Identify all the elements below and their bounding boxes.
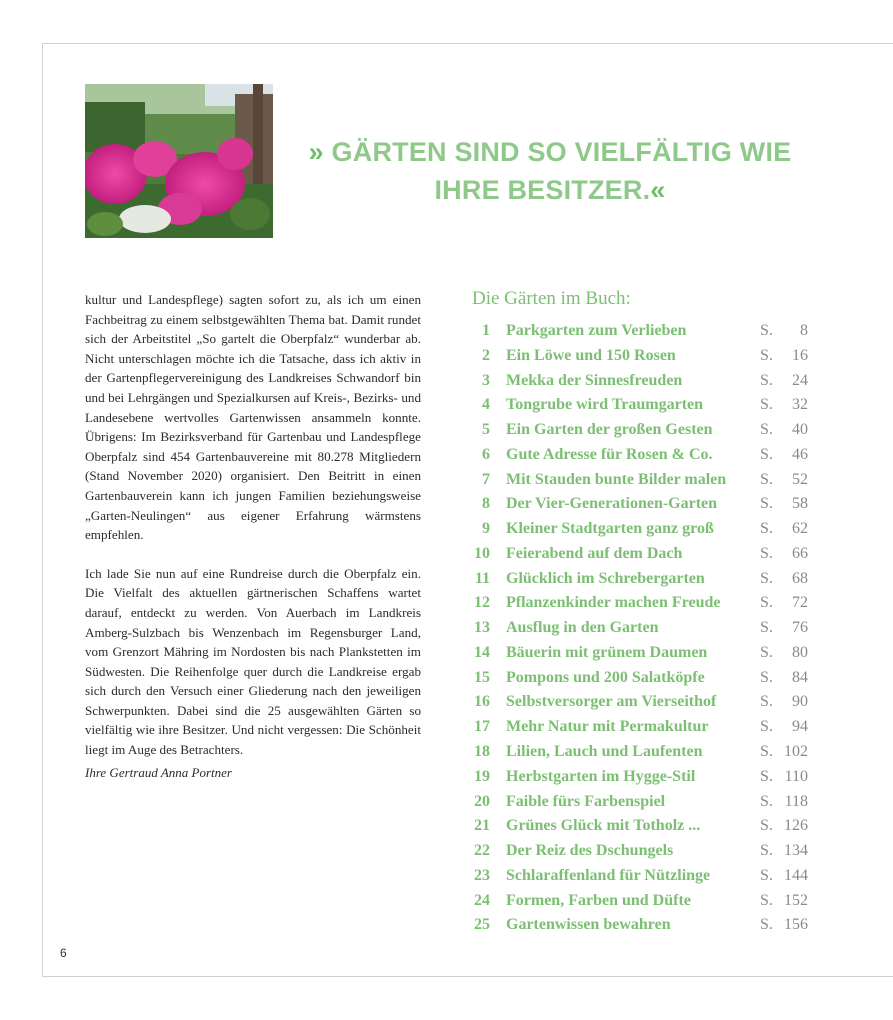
toc-heading: Die Gärten im Buch:: [472, 288, 631, 309]
toc-row-page: 94: [792, 718, 808, 736]
garden-photo: [85, 84, 273, 238]
toc-row-number: 21: [474, 817, 490, 835]
toc-row-title: Ein Garten der großen Gesten: [506, 421, 713, 439]
toc-row: [470, 446, 810, 471]
quote-text-1: GÄRTEN SIND SO VIELFÄLTIG WIE: [331, 137, 792, 167]
toc-row: [470, 594, 810, 619]
toc-row-number: 19: [474, 767, 490, 785]
table-of-contents: [470, 322, 810, 941]
toc-row: [470, 396, 810, 421]
toc-row-page-prefix: S.: [760, 842, 773, 860]
toc-row: [470, 347, 810, 372]
toc-row-page: 58: [792, 495, 808, 513]
toc-row-title: Selbstversorger am Vierseithof: [506, 693, 717, 711]
toc-row-number: 20: [474, 792, 490, 810]
toc-row-number: 2: [482, 346, 490, 364]
toc-row: [470, 718, 810, 743]
toc-row-number: 15: [474, 668, 490, 686]
toc-row-title: Grünes Glück mit Totholz ...: [506, 817, 701, 835]
toc-row-page: 152: [784, 891, 808, 909]
toc-row: [470, 916, 810, 941]
toc-row-page: 62: [792, 520, 808, 538]
toc-row: [470, 421, 810, 446]
toc-row-page: 134: [784, 842, 808, 860]
toc-row-title: Gartenwissen bewahren: [506, 916, 671, 934]
toc-row-page-prefix: S.: [760, 643, 773, 661]
toc-row-page: 76: [792, 619, 808, 637]
toc-row-page-prefix: S.: [760, 792, 773, 810]
toc-row-page-prefix: S.: [760, 495, 773, 513]
toc-row-page-prefix: S.: [760, 718, 773, 736]
toc-row-page: 102: [784, 743, 808, 761]
toc-row-page-prefix: S.: [760, 470, 773, 488]
toc-row-title: Mekka der Sinnesfreuden: [506, 371, 683, 389]
toc-row: [470, 842, 810, 867]
body-paragraph-1: kultur und Landespflege) sagten sofort zu, als ich um einen Fachbeitrag zu einem selbstgewählten Thema bat. Damit rundet sich der Arbeitstitel „So gartelt die Oberpfalz“ wunderbar ab. Nicht unterschlagen möchte ich die Tatsache, dass ich aktiv in der Gartenpflegervereinigung des Landkreises Schwandorf bin und bei Lehrgängen und Spezialkursen auf Kreis-, Bezirks- und Landesebene wertvolles Gartenwissen ansammeln konnte. Übrigens: Im Bezirksverband für Gartenbau und Landespflege Oberpfalz sind 454 Gartenbauvereine mit 80.278 Mitgliedern (Stand November 2020) organisiert. Den Beitritt in einen Gartenbauverein kann ich jungen Familien beziehungsweise „Garten-Neulingen“ aus eigener Erfahrung wärmstens empfehlen.: [85, 292, 421, 543]
toc-row-title: Feierabend auf dem Dach: [506, 544, 683, 562]
toc-row-page: 32: [792, 396, 808, 414]
toc-row-title: Mit Stauden bunte Bilder malen: [506, 470, 727, 488]
toc-row-number: 16: [474, 693, 490, 711]
toc-row: [470, 817, 810, 842]
toc-row-page-prefix: S.: [760, 668, 773, 686]
toc-row-title: Formen, Farben und Düfte: [506, 891, 691, 909]
toc-row-number: 13: [474, 619, 490, 637]
toc-row-page: 156: [784, 916, 808, 934]
toc-row-number: 25: [474, 916, 490, 934]
toc-row-page: 110: [784, 767, 808, 785]
toc-row: [470, 372, 810, 397]
toc-row-number: 24: [474, 891, 490, 909]
toc-row-title: Gute Adresse für Rosen & Co.: [506, 445, 713, 463]
toc-row-title: Parkgarten zum Verlieben: [506, 322, 687, 339]
toc-row-title: Pflanzenkinder machen Freude: [506, 594, 721, 612]
toc-row-page: 126: [784, 817, 808, 835]
toc-row-number: 22: [474, 842, 490, 860]
toc-row-title: Herbstgarten im Hygge-Stil: [506, 767, 696, 785]
toc-row-title: Ein Löwe und 150 Rosen: [506, 346, 676, 364]
toc-row-page: 118: [784, 792, 808, 810]
pull-quote-line-2: [300, 171, 800, 209]
toc-row-page-prefix: S.: [760, 743, 773, 761]
toc-row-number: 9: [482, 520, 490, 538]
body-text: [85, 290, 421, 760]
toc-row: [470, 693, 810, 718]
quote-text-2: IHRE BESITZER.: [434, 175, 651, 205]
toc-row: [470, 669, 810, 694]
toc-row-page-prefix: S.: [760, 619, 773, 637]
toc-row-page-prefix: S.: [760, 569, 773, 587]
toc-row-page-prefix: S.: [760, 346, 773, 364]
toc-row: [470, 322, 810, 347]
toc-row-number: 12: [474, 594, 490, 612]
toc-row-page-prefix: S.: [760, 396, 773, 414]
toc-row-page: 16: [792, 346, 808, 364]
body-paragraph-2: Ich lade Sie nun auf eine Rundreise durch die Oberpfalz ein. Die Vielfalt des aktuellen gärtnerischen Schaffens wartet darauf, entdeckt zu werden. Von Auerbach im Landkreis Amberg-Sulzbach bis Wenzenbach im Regensburger Land, vom Grenzort Mähring im Nordosten bis nach Plankstetten im Südwesten. Die Reihenfolge quer durch die Landkreise ergab sich durch den Versuch einer Gliederung nach den jeweiligen Schwerpunkten. Dabei sind die 25 ausgewählten Gärten so vielfältig wie ihre Besitzer. Und nicht vergessen: Die Schönheit liegt im Auge des Betrachters.: [85, 565, 421, 758]
toc-row-page: 84: [792, 668, 808, 686]
toc-row-page: 24: [792, 371, 808, 389]
toc-row-number: 5: [482, 421, 490, 439]
toc-row-number: 6: [482, 445, 490, 463]
toc-row-page: 72: [792, 594, 808, 612]
toc-row-number: 23: [474, 866, 490, 884]
toc-row-title: Der Reiz des Dschungels: [506, 842, 674, 860]
toc-row: [470, 768, 810, 793]
toc-row-page-prefix: S.: [760, 817, 773, 835]
toc-row-title: Faible fürs Farbenspiel: [506, 792, 666, 810]
toc-row-title: Kleiner Stadtgarten ganz groß: [506, 520, 714, 538]
toc-row-title: Mehr Natur mit Permakultur: [506, 718, 709, 736]
toc-row: [470, 743, 810, 768]
toc-row-number: 8: [482, 495, 490, 513]
toc-row-page: 80: [792, 643, 808, 661]
toc-row-page: 66: [792, 544, 808, 562]
toc-row: [470, 471, 810, 496]
toc-row-title: Der Vier-Generationen-Garten: [506, 495, 718, 513]
toc-row-page-prefix: S.: [760, 767, 773, 785]
toc-row-page-prefix: S.: [760, 445, 773, 463]
toc-row-number: 3: [482, 371, 490, 389]
toc-row-page-prefix: S.: [760, 693, 773, 711]
toc-row: [470, 892, 810, 917]
toc-row-number: 4: [482, 396, 490, 414]
toc-row-title: Bäuerin mit grünem Daumen: [506, 643, 708, 661]
signature: Ihre Gertraud Anna Portner: [85, 765, 232, 780]
toc-row: [470, 619, 810, 644]
toc-row-title: Tongrube wird Traumgarten: [506, 396, 704, 414]
toc-row-page-prefix: S.: [760, 322, 773, 339]
toc-row-page-prefix: S.: [760, 520, 773, 538]
toc-row: [470, 867, 810, 892]
toc-row-page-prefix: S.: [760, 544, 773, 562]
toc-row-number: 11: [474, 569, 490, 587]
toc-row-number: 7: [482, 470, 490, 488]
toc-row: [470, 644, 810, 669]
toc-row-number: 1: [482, 322, 490, 339]
page-number: 6: [60, 946, 67, 960]
toc-row: [470, 545, 810, 570]
toc-row-page: 40: [792, 421, 808, 439]
toc-row-number: 18: [474, 743, 490, 761]
toc-row-page-prefix: S.: [760, 421, 773, 439]
toc-row: [470, 793, 810, 818]
toc-row-page: 8: [800, 322, 808, 339]
toc-row-page: 68: [792, 569, 808, 587]
toc-row-title: Glücklich im Schrebergarten: [506, 569, 705, 587]
toc-row-title: Schlaraffenland für Nützlinge: [506, 866, 711, 884]
toc-row-page-prefix: S.: [760, 371, 773, 389]
quote-open-mark: »: [308, 137, 324, 167]
toc-row-page-prefix: S.: [760, 866, 773, 884]
toc-row-title: Pompons und 200 Salatköpfe: [506, 668, 705, 686]
toc-row-page-prefix: S.: [760, 594, 773, 612]
toc-row-number: 17: [474, 718, 490, 736]
toc-row-number: 10: [474, 544, 490, 562]
garden-photo-image: [85, 84, 273, 238]
toc-row-title: Lilien, Lauch und Laufenten: [506, 743, 703, 761]
toc-row-number: 14: [474, 643, 490, 661]
toc-row: [470, 495, 810, 520]
toc-row-page: 52: [792, 470, 808, 488]
toc-row-page: 90: [792, 693, 808, 711]
toc-row: [470, 570, 810, 595]
toc-row-page: 46: [792, 445, 808, 463]
toc-row: [470, 520, 810, 545]
toc-row-page-prefix: S.: [760, 891, 773, 909]
toc-row-page-prefix: S.: [760, 916, 773, 934]
quote-close-mark: «: [650, 175, 666, 205]
toc-row-title: Ausflug in den Garten: [506, 619, 659, 637]
toc-row-page: 144: [784, 866, 808, 884]
pull-quote-line-1: [300, 133, 800, 171]
pull-quote: [300, 133, 800, 209]
